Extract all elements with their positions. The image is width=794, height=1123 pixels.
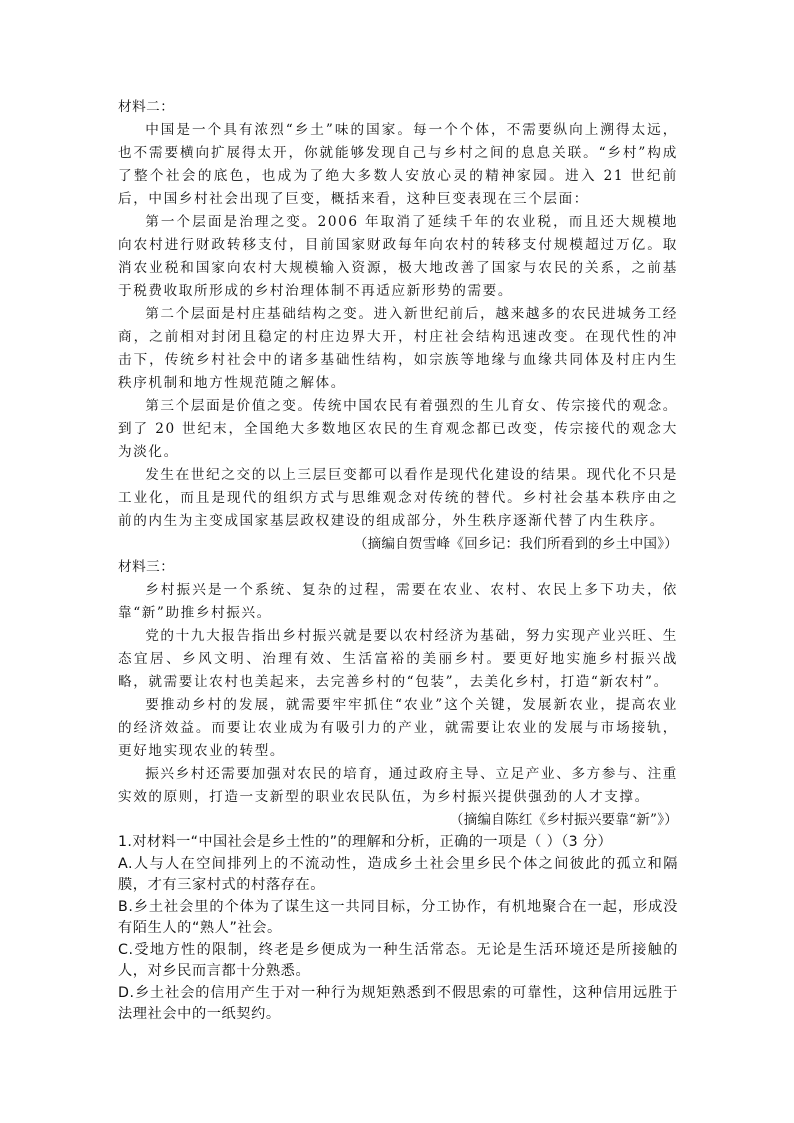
material-two-source: （摘编自贺雪峰《回乡记：我们所看到的乡土中国》）: [353, 536, 678, 552]
material-three-paragraph: 党的十九大报告指出乡村振兴就是要以农村经济为基础，努力实现产业兴旺、生态宜居、乡风文明、治理有效、生活富裕的美丽乡村。要更好地实施乡村振兴战略，就需要让农村也美起来，去完善乡村的“包装”，去美化乡村，打造“新农村”。: [118, 628, 678, 690]
material-two: [118, 96, 678, 556]
material-three-paragraph: 乡村振兴是一个系统、复杂的过程，需要在农业、农村、农民上多下功夫，依靠“新”助推乡村振兴。: [118, 582, 678, 621]
material-three-heading: 材料三：: [118, 559, 175, 575]
material-two-paragraph: 第一个层面是治理之变。2006 年取消了延续千年的农业税，而且还大规模地向农村进行财政转移支付，目前国家财政每年向农村的转移支付规模超过万亿。取消农业税和国家向农村大规模输入资源，极大地改善了国家与农民的关系，之前基于税费收取所形成的乡村治理体制不再适应新形势的需要。: [118, 214, 678, 299]
question-one: [118, 832, 678, 1026]
answer-option-b: B.乡土社会里的个体为了谋生这一共同目标，分工协作，有机地聚合在一起，形成没有陌生人的“熟人”社会。: [118, 898, 678, 936]
answer-option-d: D.乡土社会的信用产生于对一种行为规矩熟悉到不假思索的可靠性，这种信用远胜于法理社会中的一纸契约。: [118, 984, 678, 1022]
material-three-paragraph: 要推动乡村的发展，就需要牢牢抓住“农业”这个关键，发展新农业，提高农业的经济效益。而要让农业成为有吸引力的产业，就需要让农业的发展与市场接轨，更好地实现农业的转型。: [118, 697, 678, 759]
exam-page: [118, 96, 678, 1026]
material-two-paragraph: 发生在世纪之交的以上三层巨变都可以看作是现代化建设的结果。现代化不只是工业化，而且是现代的组织方式与思维观念对传统的替代。乡村社会基本秩序由之前的内生为主变成国家基层政权建设的组成部分，外生秩序逐渐代替了内生秩序。: [118, 467, 678, 529]
answer-option-c: C.受地方性的限制，终老是乡便成为一种生活常态。无论是生活环境还是所接触的人，对乡民而言都十分熟悉。: [118, 941, 678, 979]
material-two-paragraph: 第三个层面是价值之变。传统中国农民有着强烈的生儿育女、传宗接代的观念。到了 20 世纪末，全国绝大多数地区农民的生育观念都已改变，传宗接代的观念大为淡化。: [118, 398, 678, 460]
material-three-source: （摘编自陈红《乡村振兴要靠“新”》）: [449, 812, 678, 828]
answer-option-a: A.人与人在空间排列上的不流动性，造成乡土社会里乡民个体之间彼此的孤立和隔膜，才有三家村式的村落存在。: [118, 855, 678, 893]
material-two-heading: 材料二：: [118, 99, 175, 115]
material-two-paragraph: 中国是一个具有浓烈“乡土”味的国家。每一个个体，不需要纵向上溯得太远，也不需要横向扩展得太开，你就能够发现自己与乡村之间的息息关联。“乡村”构成了整个社会的底色，也成为了绝大多数人安放心灵的精神家园。进入 21 世纪前后，中国乡村社会出现了巨变，概括来看，这种巨变表现在三个层面：: [118, 122, 678, 207]
material-three-paragraph: 振兴乡村还需要加强对农民的培育，通过政府主导、立足产业、多方参与、注重实效的原则，打造一支新型的职业农民队伍，为乡村振兴提供强劲的人才支撑。: [118, 766, 678, 805]
question-stem: 1.对材料一“中国社会是乡土性的”的理解和分析，正确的一项是（ ）（3 分）: [118, 834, 613, 850]
material-two-paragraph: 第二个层面是村庄基础结构之变。进入新世纪前后，越来越多的农民进城务工经商，之前相对封闭且稳定的村庄边界大开，村庄社会结构迅速改变。在现代性的冲击下，传统乡村社会中的诸多基础性结构，如宗族等地缘与血缘共同体及村庄内生秩序机制和地方性规范随之解体。: [118, 306, 678, 391]
material-three: [118, 556, 678, 832]
